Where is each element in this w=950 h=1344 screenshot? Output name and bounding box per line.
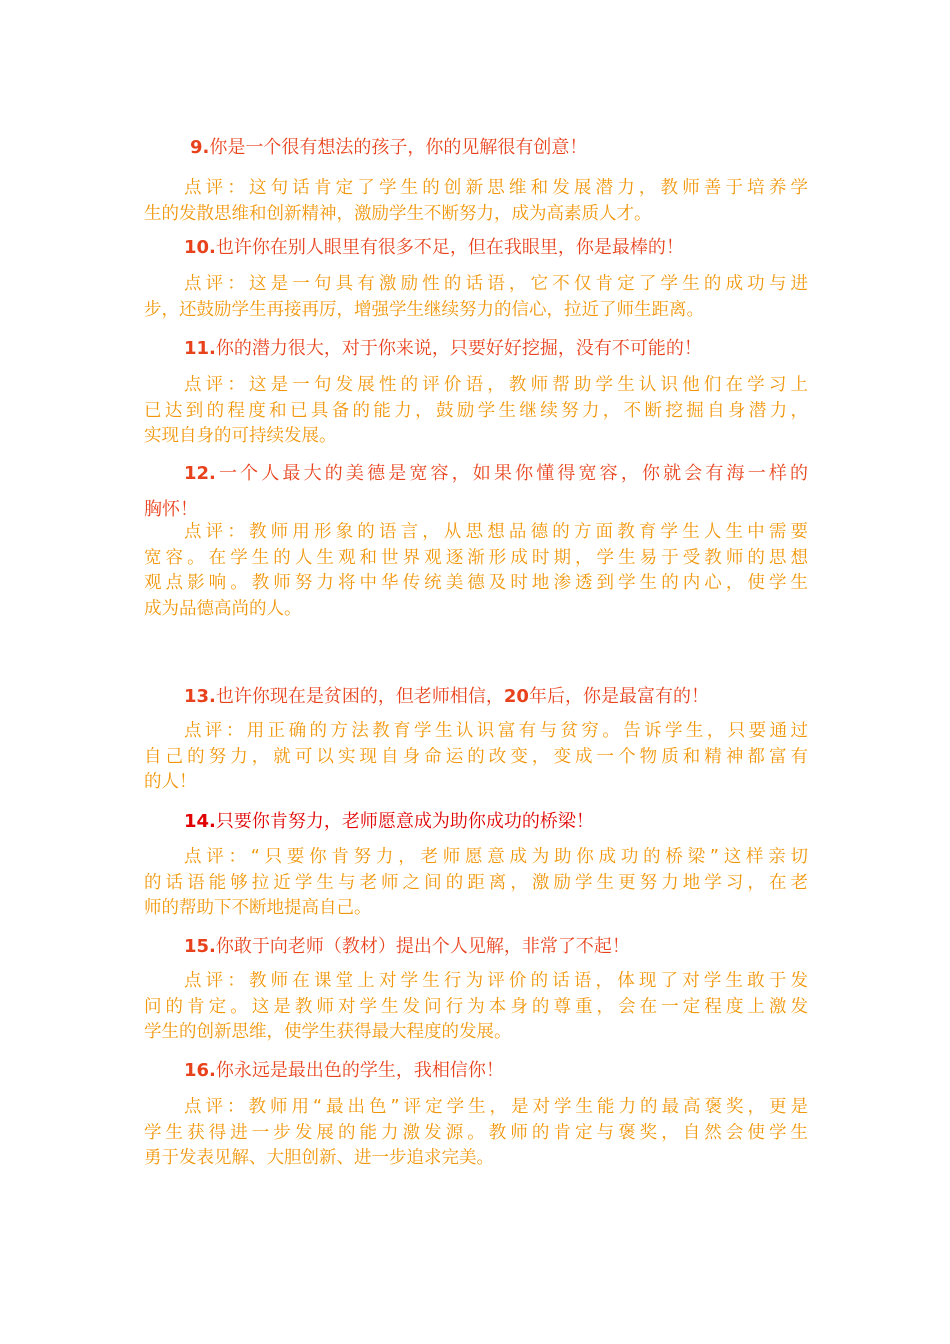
- item-9-comment: [144, 176, 808, 227]
- comment-line: 步，还鼓励学生再接再厉，增强学生继续努力的信心，拉近了师生距离。: [144, 299, 704, 320]
- item-11-heading: [144, 336, 848, 362]
- item-13-heading: [144, 684, 848, 710]
- comment-line: 问的肯定。这是教师对学生发问行为本身的尊重，会在一定程度上激发: [144, 996, 808, 1017]
- item-15-heading: [144, 934, 848, 960]
- comment-line: 学生获得进一步发展的能力激发源。教师的肯定与褒奖，自然会使学生: [144, 1122, 808, 1143]
- item-10-comment: [144, 272, 808, 323]
- comment-line: 点评：这是一句具有激励性的话语，它不仅肯定了学生的成功与进: [184, 274, 808, 294]
- comment-line: 点评：这是一句发展性的评价语，教师帮助学生认识他们在学习上: [184, 375, 808, 395]
- comment-line: 宽容。在学生的人生观和世界观逐渐形成时期，学生易于受教师的思想: [144, 547, 808, 568]
- comment-line: 成为品德高尚的人。: [144, 598, 302, 619]
- item-16-comment: [144, 1095, 808, 1172]
- item-text-2: 年后，你是最富有的！: [528, 686, 709, 707]
- item-12-heading: [144, 461, 808, 487]
- item-text: 也许你现在是贫困的，但老师相信，: [215, 686, 504, 707]
- item-number: 16.: [184, 1060, 216, 1081]
- item-number: 10.: [184, 237, 216, 258]
- item-text: 只要你肯努力，老师愿意成为助你成功的桥梁！: [215, 811, 594, 832]
- item-text-continued: 胸怀！: [144, 499, 198, 520]
- item-12-comment: [144, 520, 808, 622]
- comment-line: 实现自身的可持续发展。: [144, 426, 337, 446]
- comment-line: 勇于发表见解、大胆创新、进一步追求完美。: [144, 1148, 494, 1168]
- item-text: 也许你在别人眼里有很多不足，但在我眼里，你是最棒的！: [215, 237, 684, 258]
- comment-line: 师的帮助下不断地提高自己。: [144, 898, 372, 918]
- item-text: 你的潜力很大，对于你来说，只要好好挖掘，没有不可能的！: [215, 338, 702, 359]
- item-14-comment: [144, 845, 808, 922]
- comment-line: 学生的创新思维，使学生获得最大程度的发展。: [144, 1022, 512, 1042]
- item-text: 你永远是最出色的学生，我相信你！: [215, 1060, 504, 1081]
- item-number-inline: 20: [503, 686, 529, 707]
- comment-line: 已达到的程度和已具备的能力，鼓励学生继续努力，不断挖掘自身潜力，: [144, 400, 808, 421]
- item-number: 14.: [184, 811, 216, 832]
- item-number: 9.: [190, 137, 210, 158]
- comment-line: 自己的努力，就可以实现自身命运的改变，变成一个物质和精神都富有: [144, 746, 808, 767]
- comment-line: 生的发散思维和创新精神，激励学生不断努力，成为高素质人才。: [144, 203, 652, 224]
- item-text: 你是一个很有想法的孩子，你的见解很有创意！: [209, 137, 588, 158]
- item-9-heading: [144, 135, 854, 161]
- item-13-comment: [144, 719, 808, 796]
- item-15-comment: [144, 969, 808, 1046]
- comment-line: 的人！: [144, 772, 197, 792]
- item-number: 12.: [184, 463, 216, 484]
- comment-line: 点评：用正确的方法教育学生认识富有与贫穷。告诉学生，只要通过: [184, 721, 808, 741]
- item-16-heading: [144, 1058, 848, 1084]
- comment-line: 点评：这句话肯定了学生的创新思维和发展潜力，教师善于培养学: [184, 178, 808, 198]
- item-number: 15.: [184, 936, 216, 957]
- item-number: 11.: [184, 338, 216, 359]
- comment-line: 点评：教师用形象的语言，从思想品德的方面教育学生人生中需要: [184, 522, 808, 542]
- comment-line: 观点影响。教师努力将中华传统美德及时地渗透到学生的内心，使学生: [144, 573, 808, 593]
- comment-line: 点评：“只要你肯努力，老师愿意成为助你成功的桥梁”这样亲切: [184, 847, 808, 867]
- comment-line: 点评：教师用“最出色”评定学生，是对学生能力的最高褒奖，更是: [184, 1097, 808, 1117]
- item-number: 13.: [184, 686, 216, 707]
- comment-line: 点评：教师在课堂上对学生行为评价的话语，体现了对学生敢于发: [184, 971, 808, 991]
- item-14-heading: [144, 809, 848, 835]
- item-10-heading: [144, 235, 848, 261]
- item-text: 你敢于向老师（教材）提出个人见解，非常了不起！: [215, 936, 630, 957]
- item-text: 一个人最大的美德是宽容，如果你懂得宽容，你就会有海一样的: [215, 463, 808, 484]
- comment-line: 的话语能够拉近学生与老师之间的距离，激励学生更努力地学习，在老: [144, 872, 808, 893]
- item-11-comment: [144, 373, 808, 450]
